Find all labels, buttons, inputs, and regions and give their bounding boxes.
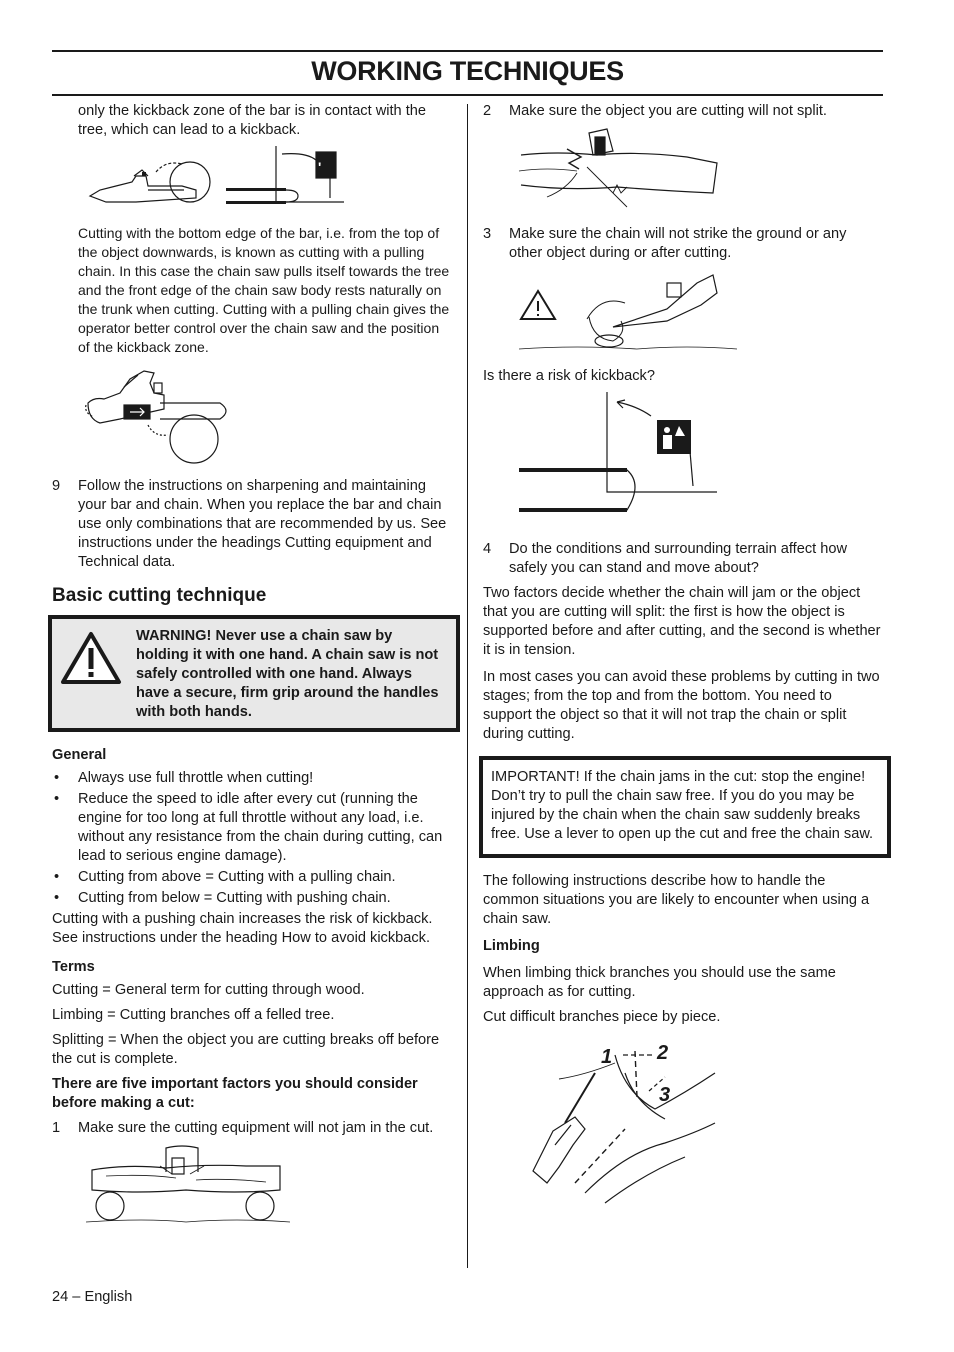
bullet-mark: •	[54, 869, 60, 885]
important-box	[479, 756, 891, 858]
bullet-item	[52, 790, 452, 866]
kickback-zone-illustration	[86, 146, 376, 214]
item-4	[483, 540, 883, 578]
intro-continuation: only the kickback zone of the bar is in contact with the tree, which can lead to a kickback.	[78, 103, 427, 138]
general-heading: General	[52, 747, 107, 763]
two-factors-paragraph: Two factors decide whether the chain will jam or the object that you are cutting will split: the first is how the object is supported before and after cutting, and the second is whether it is in tension.	[483, 585, 881, 658]
right-column	[483, 102, 883, 1229]
bullet-text: Cutting from above = Cutting with a pulling chain.	[78, 869, 396, 885]
warning-triangle-icon	[60, 631, 122, 685]
item-3-text: Make sure the chain will not strike the ground or any other object during or after cutting.	[509, 226, 847, 261]
five-factors-heading: There are five important factors you should consider before making a cut:	[52, 1076, 418, 1111]
page-title: WORKING TECHNIQUES	[311, 56, 624, 86]
item-9	[52, 477, 452, 572]
term-splitting: Splitting = When the object you are cutting breaks off before the cut is complete.	[52, 1032, 440, 1067]
item-9-text: Follow the instructions on sharpening and maintaining your bar and chain. When you replace the bar and chain use only combinations that are recommended by us. See instructions under the headings Cutting equipment and Technical data.	[78, 478, 447, 570]
bullet-text: Cutting from below = Cutting with pushing chain.	[78, 890, 391, 906]
left-column	[52, 102, 452, 1238]
item-2	[483, 102, 883, 121]
limbing-heading: Limbing	[483, 938, 540, 954]
limb-cut-label: 2	[657, 1042, 669, 1064]
column-divider	[467, 104, 468, 1268]
warning-box	[48, 615, 460, 732]
pulling-chain-paragraph: Cutting with the bottom edge of the bar, i.e. from the top of the object downwards, is known as cutting with a pulling chain. In this case the chain saw pulls itself towards the tree and the front edge of the chain saw body rests naturally on the trunk when cutting. Cutting with a pulling chain gives the operator better control over the chain saw and the position of the kickback zone.	[78, 225, 450, 355]
item-4-text: Do the conditions and surrounding terrain affect how safely you can stand and move about?	[509, 541, 848, 576]
item-3	[483, 225, 883, 263]
pushing-chain-paragraph: Cutting with a pushing chain increases the risk of kickback. See instructions under the heading How to avoid kickback.	[52, 911, 433, 946]
bullet-text: Always use full throttle when cutting!	[78, 770, 314, 786]
bullet-text: Reduce the speed to idle after every cut (running the engine for too long at full throttle without any load, i.e. without any resistance from the chain during cutting, can lead to serious engine damage).	[78, 791, 443, 864]
limbing-paragraph: When limbing thick branches you should use the same approach as for cutting.	[483, 965, 836, 1000]
bullet-item	[52, 868, 452, 887]
cut-difficult-paragraph: Cut difficult branches piece by piece.	[483, 1009, 721, 1025]
item-2-text: Make sure the object you are cutting will not split.	[509, 103, 827, 119]
term-limbing: Limbing = Cutting branches off a felled tree.	[52, 1007, 335, 1023]
item-9-number: 9	[52, 478, 61, 494]
bullet-mark: •	[54, 890, 60, 906]
item-1-number: 1	[52, 1120, 61, 1136]
item-2-number: 2	[483, 103, 492, 119]
svg-text:ʹ: ʹ	[318, 159, 322, 175]
most-cases-paragraph: In most cases you can avoid these problems by cutting in two stages; from the top and from the bottom. You need to support the object so that it will not trap the chain or split during cutting.	[483, 669, 880, 742]
bullet-item	[52, 889, 452, 908]
split-log-illustration	[517, 127, 727, 215]
jam-cut-illustration	[86, 1144, 296, 1228]
term-cutting: Cutting = General term for cutting through wood.	[52, 982, 365, 998]
kickback-question: Is there a risk of kickback?	[483, 368, 655, 384]
section-heading: Basic cutting technique	[52, 585, 267, 606]
important-text: IMPORTANT! If the chain jams in the cut: stop the engine! Don’t try to pull the chain saw free. If you do you may be injured by the chain when the chain saw suddenly breaks free. Use a lever to open up the cut and free the chain saw.	[491, 769, 874, 842]
kickback-risk-diagram	[517, 392, 757, 530]
item-4-number: 4	[483, 541, 492, 557]
header-top-rule	[52, 50, 883, 52]
item-3-number: 3	[483, 226, 492, 242]
bullet-mark: •	[54, 770, 60, 786]
warning-text: WARNING! Never use a chain saw by holding it with one hand. A chain saw is not safely controlled with one hand. Always have a secure, firm grip around the handles with both hands.	[136, 628, 439, 720]
limb-cut-label: 3	[659, 1084, 671, 1106]
limbing-illustration	[515, 1033, 735, 1219]
limb-cut-label: 1	[601, 1046, 613, 1068]
ground-strike-illustration	[517, 269, 747, 357]
bullet-item	[52, 769, 452, 788]
bullet-mark: •	[54, 791, 60, 807]
item-1	[52, 1119, 452, 1138]
page-footer: 24 – English	[52, 1289, 133, 1305]
pulling-chain-illustration	[84, 363, 244, 467]
header-bottom-rule	[52, 94, 883, 96]
item-1-text: Make sure the cutting equipment will not jam in the cut.	[78, 1120, 434, 1136]
terms-heading: Terms	[52, 959, 95, 975]
following-paragraph: The following instructions describe how to handle the common situations you are likely to encounter when using a chain saw.	[483, 873, 870, 927]
